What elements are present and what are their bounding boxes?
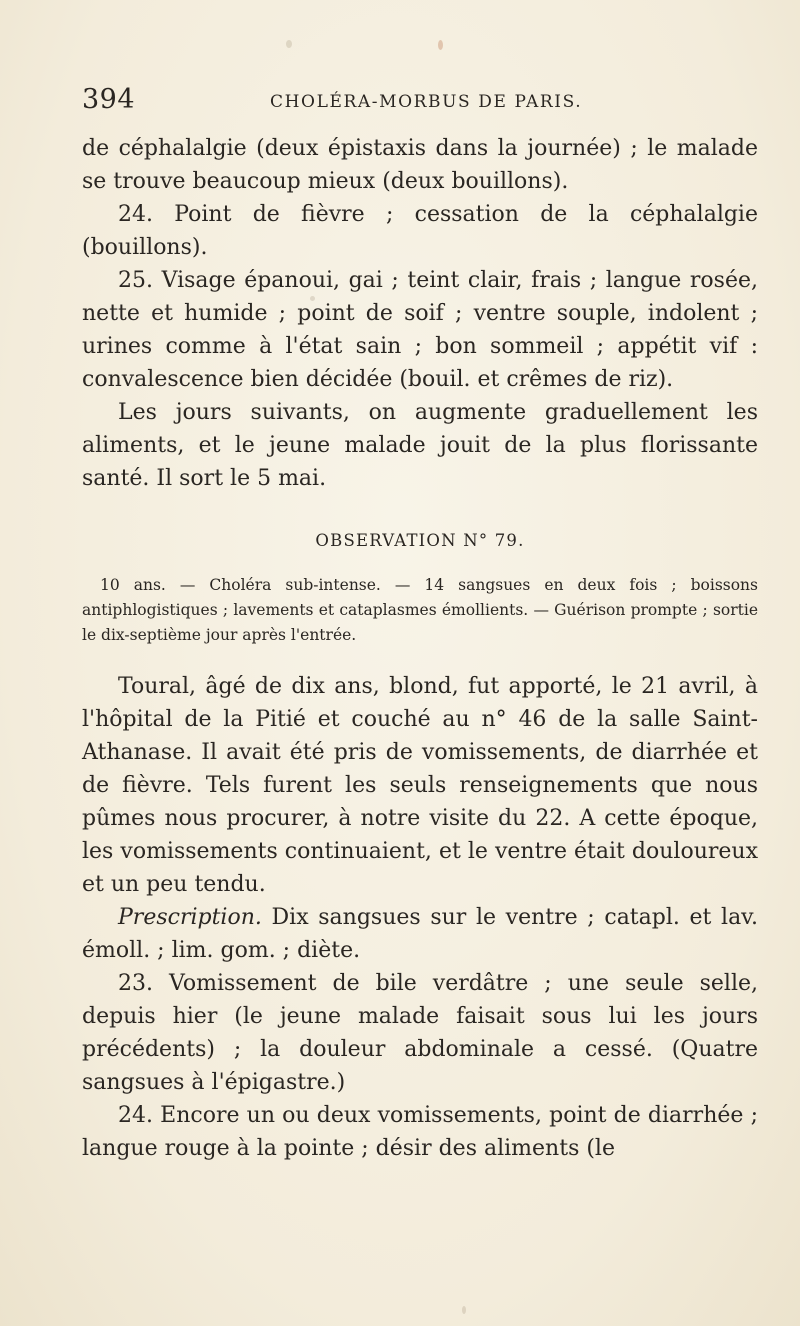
body-text — [82, 132, 758, 1165]
observation-summary: 10 ans. — Choléra sub-intense. — 14 sangsues en deux fois ; boissons antiphlogistiques ; lavements et cataplasmes émollients. — Guérison prompte ; sortie le dix-septième jour après l'entrée. — [82, 576, 758, 644]
paper-stain — [462, 1306, 466, 1314]
case-paragraph: 24. Encore un ou deux vomissements, point de diarrhée ; langue rouge à la pointe ; désir des aliments (le — [82, 1103, 758, 1161]
prescription-text: Dix sangsues sur le ventre ; catapl. et lav. émoll. ; lim. gom. ; diète. — [82, 905, 758, 963]
case-paragraph: Toural, âgé de dix ans, blond, fut apporté, le 21 avril, à l'hôpital de la Pitié et couché au n° 46 de la salle Saint-Athanase. Il avait été pris de vomissements, de diarrhée et de fièvre. Tels furent les seuls renseignements que nous pûmes nous procurer, à notre visite du 22. A cette époque, les vomissements continuaient, et le ventre était douloureux et un peu tendu. — [82, 674, 758, 897]
paragraph: Les jours suivants, on augmente graduellement les aliments, et le jeune malade jouit de la plus florissante santé. Il sort le 5 mai. — [82, 400, 758, 491]
page-header — [82, 84, 722, 120]
running-head: CHOLÉRA-MORBUS DE PARIS. — [270, 92, 583, 112]
paragraph: 24. Point de fièvre ; cessation de la céphalalgie (bouillons). — [82, 202, 758, 260]
case-paragraph: 23. Vomissement de bile verdâtre ; une seule selle, depuis hier (le jeune malade faisait sous lui les jours précédents) ; la douleur abdominale a cessé. (Quatre sangsues à l'épigastre.) — [82, 971, 758, 1095]
prescription-label: Prescription. — [118, 905, 262, 930]
observation-title: OBSERVATION N° 79. — [315, 531, 525, 550]
paragraph: 25. Visage épanoui, gai ; teint clair, frais ; langue rosée, nette et humide ; point de soif ; ventre souple, indolent ; urines comme à l'état sain ; bon sommeil ; appétit vif : convalescence bien décidée (bouil. et crêmes de riz). — [82, 268, 758, 392]
paper-stain — [286, 40, 292, 48]
page-number: 394 — [82, 84, 136, 115]
paper-stain — [438, 40, 443, 50]
prescription-paragraph — [82, 901, 758, 967]
paragraph: de céphalalgie (deux épistaxis dans la journée) ; le malade se trouve beaucoup mieux (deux bouillons). — [82, 136, 758, 194]
